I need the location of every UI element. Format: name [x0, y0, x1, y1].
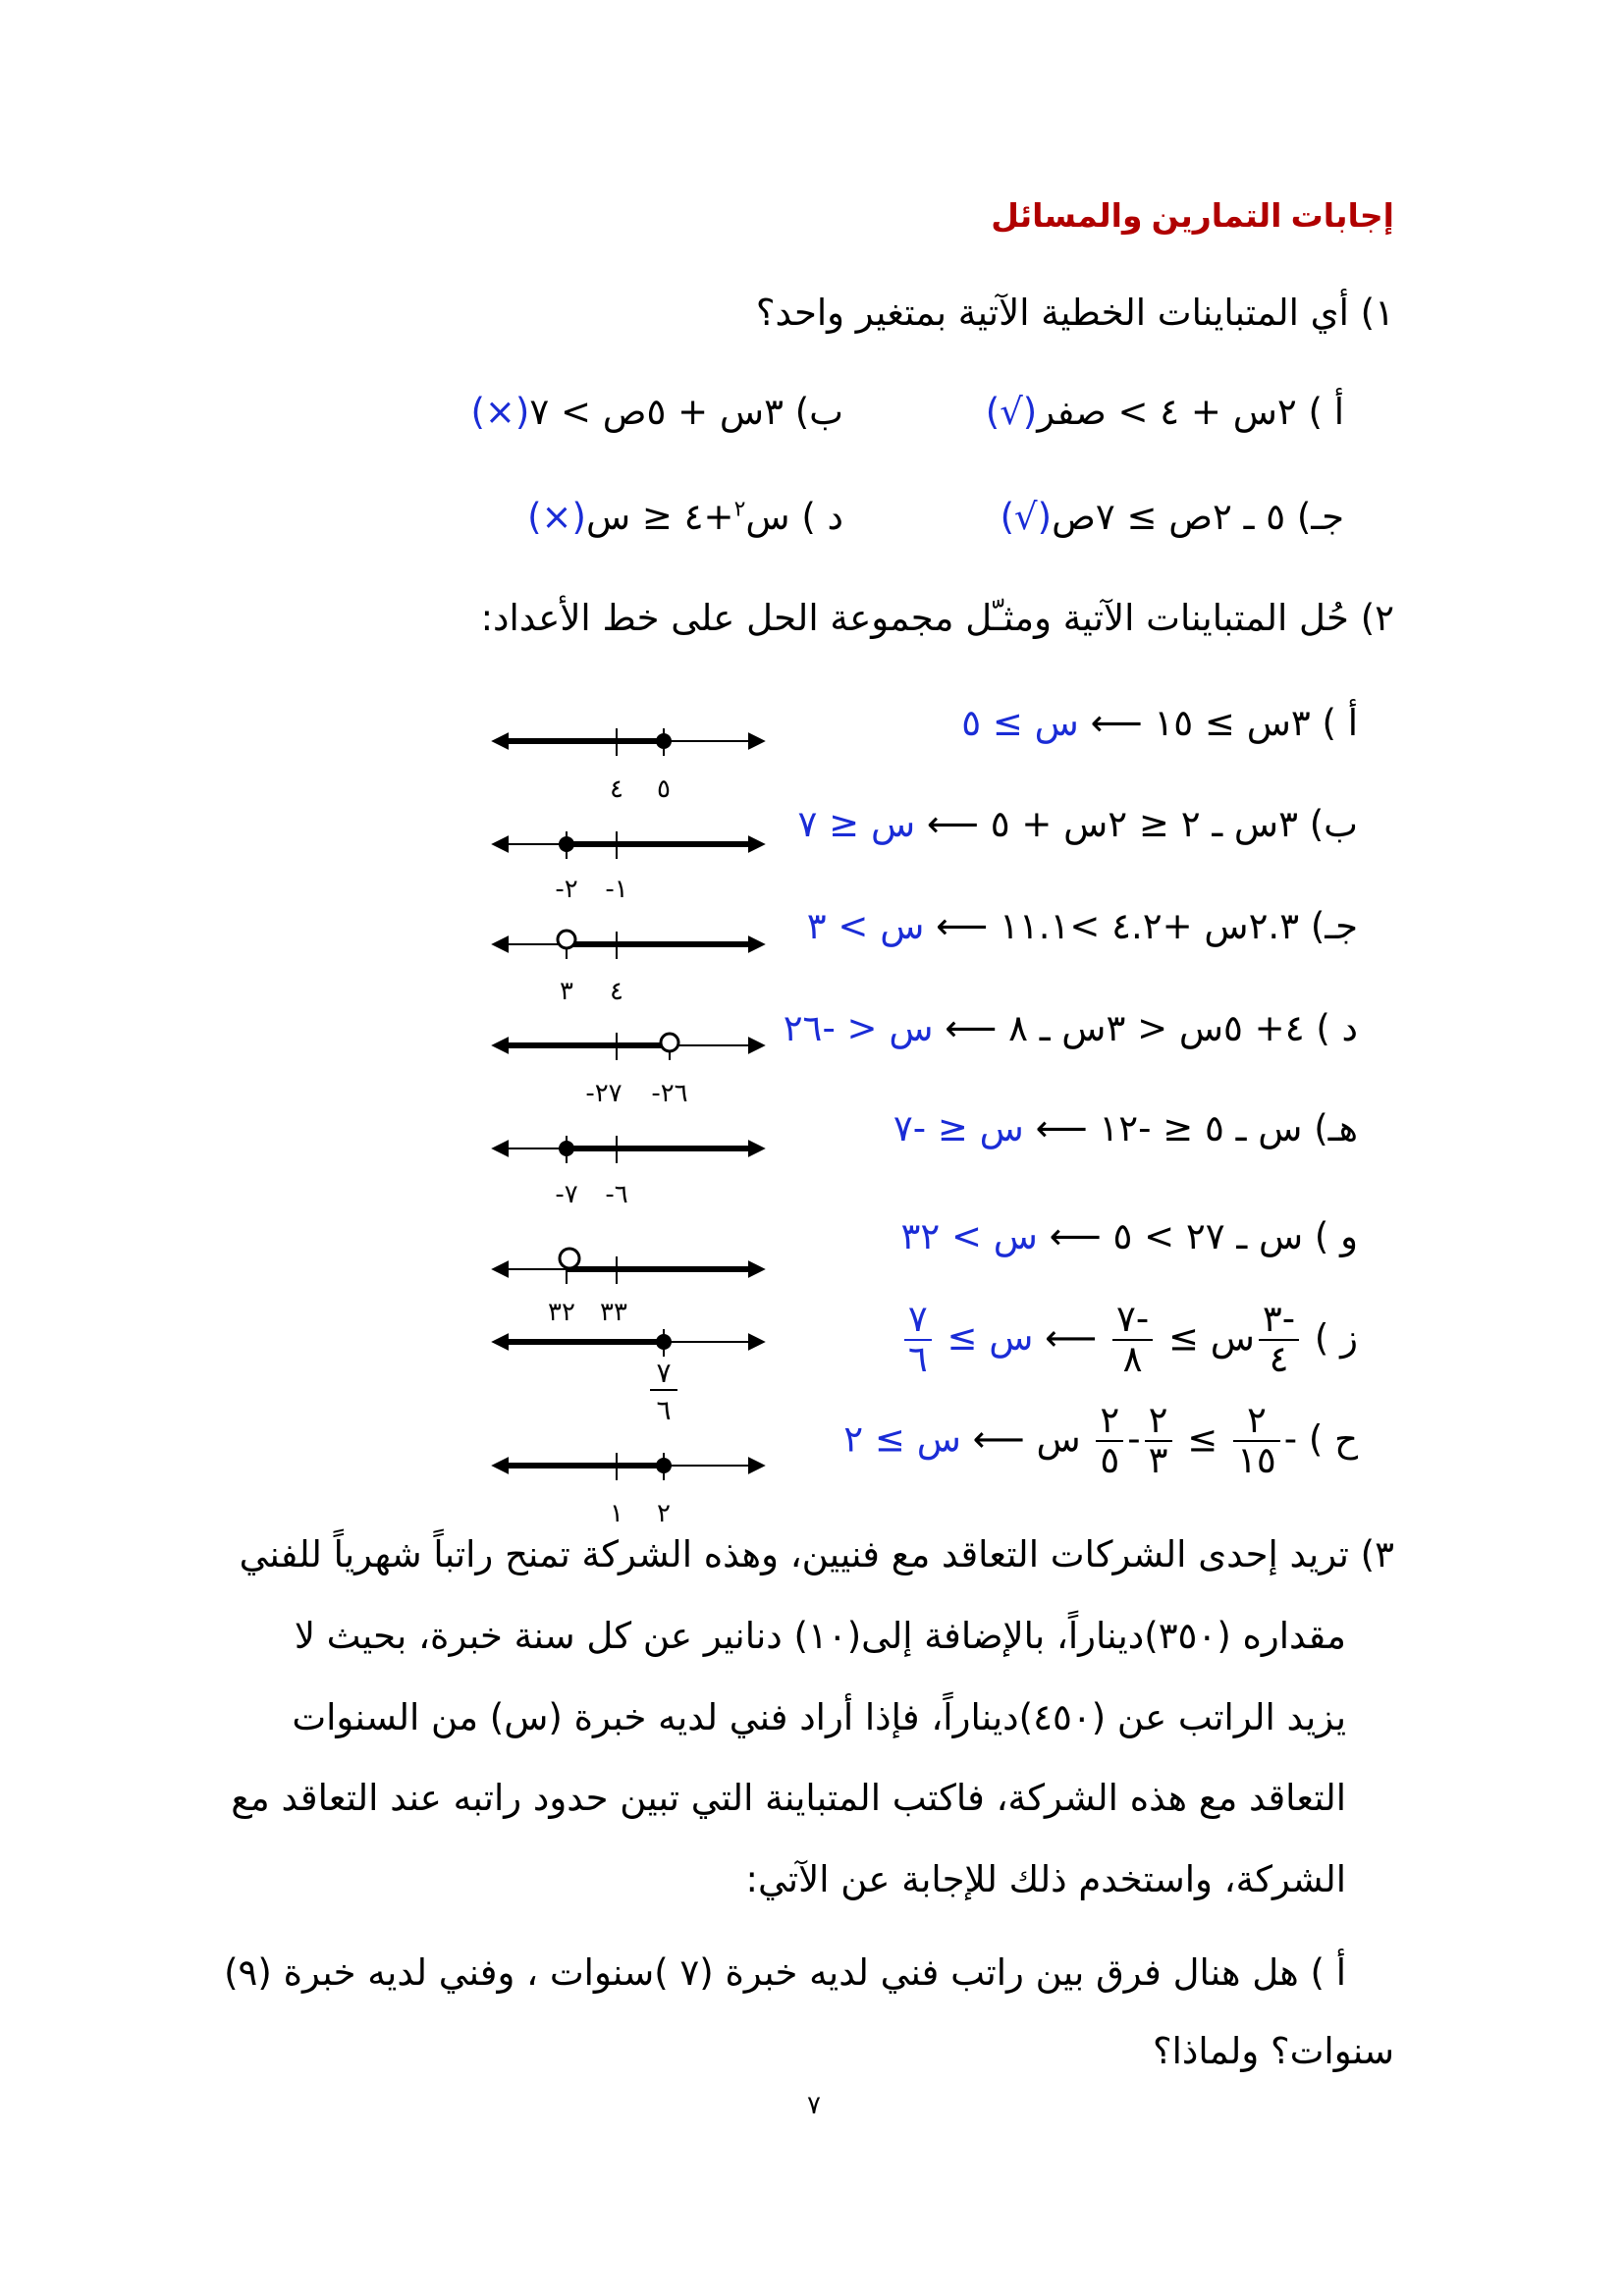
number-line-g [493, 1329, 764, 1426]
closed-dot [559, 836, 574, 852]
fraction-denominator: ٥ [1100, 1438, 1120, 1481]
q1-option-d-prefix: د ) س [745, 496, 843, 538]
fraction-denominator: ٦ [907, 1337, 928, 1380]
tick-label: ٤ [610, 774, 623, 804]
q3-line-3: يزيد الراتب عن (٤٥٠)ديناراً، فإذا أراد فني لديه خبرة (س) من السنوات [292, 1696, 1346, 1738]
closed-dot [656, 1458, 672, 1473]
q1-option-b-text: ب) ٣س + ٥ص > ٧ [529, 391, 843, 433]
q3-line-4: التعاقد مع هذه الشركة، فاكتب المتباينة التي تبين حدود راتبه عند التعاقد مع [231, 1777, 1346, 1819]
tick-label: ١ [610, 1499, 623, 1528]
tick-label: ٤ [610, 977, 623, 1006]
q2-item-a-problem: أ ) ٣س ≥ ١٥ [1154, 702, 1358, 744]
tick-label: ٥ [657, 774, 671, 804]
q3-line-1: ٣) تريد إحدى الشركات التعاقد مع فنيين، وهذه الشركة تمنح راتباً شهرياً للفني [239, 1533, 1394, 1575]
q2-item-h-variable: س [1036, 1417, 1081, 1461]
q1-option-d-suffix: +٤ ≤ س [585, 496, 734, 538]
q2-item-e-solution: س ≤ -٧ [893, 1107, 1024, 1149]
q1-option-d-mark: (×) [527, 496, 586, 538]
number-line-a [493, 728, 764, 804]
fraction-numerator: ٧ [904, 1301, 932, 1341]
q2-item-g-solution-prefix: س ≥ [947, 1316, 1034, 1360]
arrow-icon: ⟵ [1049, 1215, 1102, 1257]
q1-option-c-text: جـ) ٥ ـ ٢ص ≥ ٧ص [1052, 496, 1344, 538]
arrow-icon: ⟵ [936, 905, 989, 947]
q3-a-line-1: أ ) هل هنال فرق بين راتب فني لديه خبرة (٧ )سنوات ، وفني لديه خبرة (٩) [224, 1951, 1346, 1994]
open-dot [558, 931, 575, 948]
tick-label: -٢٧ [585, 1079, 622, 1108]
q2-item-c-solution: س > ٣ [806, 905, 925, 947]
tick-label: -١ [605, 875, 628, 904]
q2-item-d-problem: د ) ٤+ ٥س < ٣س ـ ٨ [1008, 1007, 1358, 1049]
tick-label: -٢٦ [651, 1079, 688, 1108]
fraction-numerator: ٢ [1233, 1402, 1280, 1442]
q2-item-h-minus: - [1127, 1417, 1141, 1461]
arrow-icon: ⟵ [1045, 1316, 1098, 1360]
q2-item-f-problem: و ) س ـ ٢٧ > ٥ [1112, 1215, 1358, 1257]
number-line-f [493, 1249, 764, 1327]
closed-dot [656, 733, 672, 749]
q2-question: ٢) حُل المتباينات الآتية ومثـّل مجموعة الحل على خط الأعداد: [480, 597, 1394, 639]
q3-a-line-2: سنوات؟ ولماذا؟ [1153, 2030, 1394, 2072]
q1-option-b-mark: (×) [470, 391, 530, 433]
fraction-numerator: -٧ [1112, 1301, 1153, 1341]
tick-label: -٧ [555, 1180, 578, 1209]
open-dot [560, 1249, 579, 1268]
fraction-numerator: ٢ [1096, 1402, 1123, 1442]
q1-option-c-mark: (√) [1000, 496, 1053, 538]
number-line-h [493, 1453, 764, 1528]
page-title: إجابات التمارين والمسائل [991, 197, 1394, 234]
arrow-icon: ⟵ [945, 1007, 998, 1049]
q2-item-g-prefix: ز ) [1314, 1316, 1358, 1360]
q1-option-d-exponent: ٢ [733, 497, 746, 522]
fraction-denominator: ٨ [1122, 1337, 1143, 1380]
q2-item-c-problem: جـ) ٢.٣س +٤.٢ >١١.١ [999, 905, 1358, 947]
arrow-icon: ⟵ [1035, 1107, 1088, 1149]
q2-item-a-solution: س ≥ ٥ [961, 702, 1079, 744]
q1-option-a-text: أ ) ٢س + ٤ > صفر [1037, 391, 1344, 433]
open-dot [661, 1034, 678, 1051]
tick-label: ٢ [657, 1499, 671, 1528]
tick-label: ٣ [560, 977, 573, 1006]
number-line-b [493, 831, 764, 904]
tick-label: ٣٢ [548, 1298, 575, 1327]
tick-label-denominator: ٦ [656, 1394, 672, 1426]
q2-item-h-prefix: ح ) - [1283, 1417, 1358, 1461]
q2-item-b-solution: س ≤ ٧ [797, 803, 916, 845]
fraction-numerator: ٢ [1145, 1402, 1172, 1442]
number-line-e [493, 1136, 764, 1209]
q2-item-d-solution: س < -٢٦ [783, 1007, 934, 1049]
fraction-denominator: ٣ [1148, 1438, 1168, 1481]
tick-label: -٦ [605, 1180, 628, 1209]
q2-item-b-problem: ب) ٣س ـ ٢ ≤ ٢س + ٥ [990, 803, 1358, 845]
tick-label: ٣٣ [600, 1298, 627, 1327]
q2-item-e-problem: هـ) س ـ ٥ ≤ -١٢ [1099, 1107, 1358, 1149]
arrow-icon: ⟵ [972, 1417, 1025, 1461]
closed-dot [656, 1334, 672, 1350]
arrow-icon: ⟵ [1090, 702, 1143, 744]
fraction-denominator: ١٥ [1237, 1438, 1276, 1481]
tick-label: -٢ [555, 875, 578, 904]
q1-question: ١) أي المتباينات الخطية الآتية بمتغير واحد؟ [755, 292, 1394, 334]
number-line-d [493, 1033, 764, 1108]
q2-item-h-mid: ≥ [1187, 1417, 1218, 1461]
number-line-c [493, 931, 764, 1006]
q2-item-g-mid: س ≥ [1167, 1316, 1255, 1360]
q3-line-5: الشركة، واستخدم ذلك للإجابة عن الآتي: [745, 1858, 1346, 1900]
q2-item-h-solution: س ≥ ٢ [843, 1417, 961, 1461]
tick-label-numerator: ٧ [656, 1357, 672, 1389]
q3-line-2: مقداره (٣٥٠)ديناراً، بالإضافة إلى(١٠) دنانير عن كل سنة خبرة، بحيث لا [294, 1615, 1346, 1657]
closed-dot [559, 1141, 574, 1156]
fraction-denominator: ٤ [1269, 1337, 1289, 1380]
arrow-icon: ⟵ [926, 803, 979, 845]
q1-option-a-mark: (√) [985, 391, 1038, 433]
fraction-numerator: -٣ [1259, 1301, 1299, 1341]
q2-item-f-solution: س > ٣٢ [900, 1215, 1038, 1257]
page-number: ٧ [807, 2091, 821, 2120]
